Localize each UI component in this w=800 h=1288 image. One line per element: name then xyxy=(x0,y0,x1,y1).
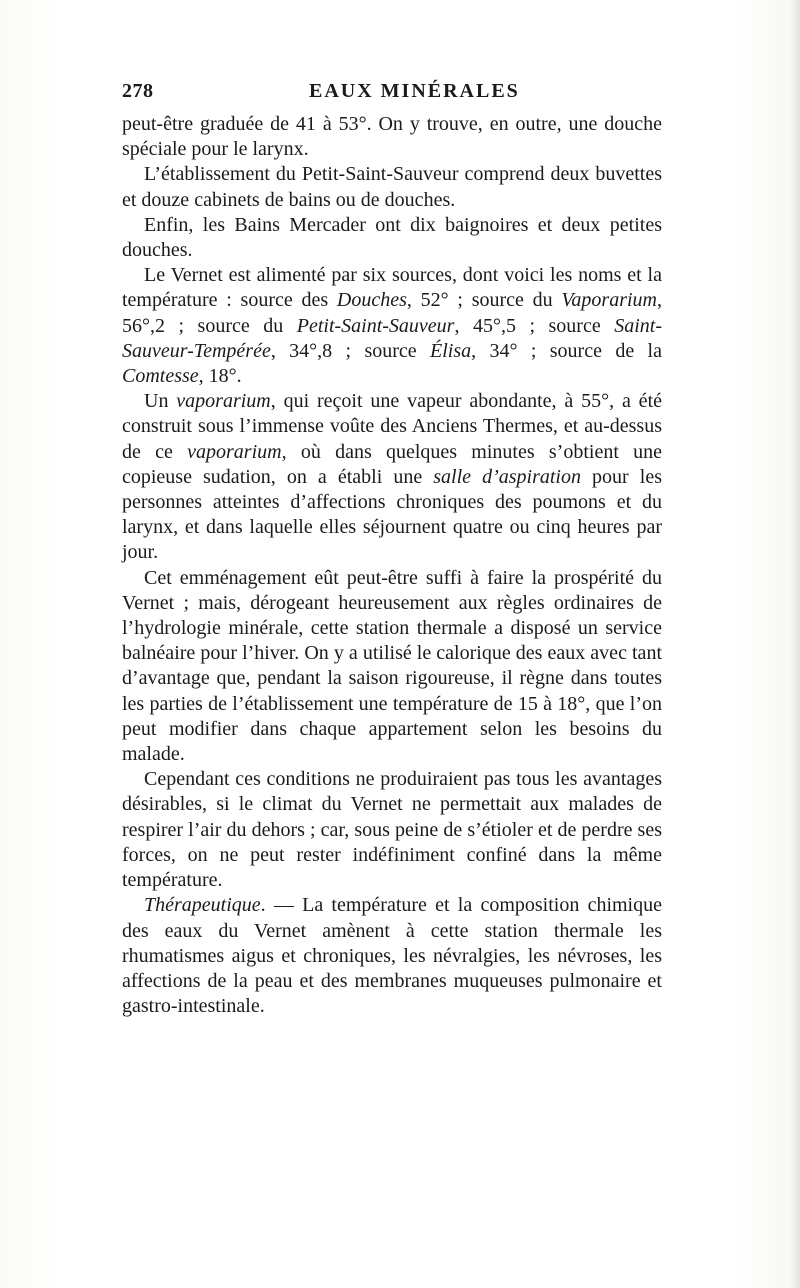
text-run: L’établissement du Petit-Saint-Sauveur comprend deux buvettes et douze cabinets de bains ou de douches. xyxy=(122,163,662,211)
paragraph-p3 xyxy=(122,213,662,263)
italic-term: Comtesse xyxy=(122,365,199,388)
page-spine-shadow xyxy=(790,0,800,1288)
paragraph-p6 xyxy=(122,566,662,768)
text-run: , 52° ; source du xyxy=(406,289,562,312)
page-header xyxy=(122,80,662,110)
text-run: , 34°,8 ; source xyxy=(270,339,431,362)
italic-term: Thérapeutique xyxy=(144,894,261,917)
text-run: , où dans quelques minutes s’obtient une copieuse sudation, on a établi une xyxy=(122,440,662,488)
italic-term: Douches xyxy=(336,289,407,312)
text-run: , qui reçoit une vapeur abondante, à 55°, a été construit sous l’immense voûte des Anciens Thermes, et au-dessus de ce xyxy=(122,390,662,463)
paragraph-p2 xyxy=(122,162,662,212)
text-run: peut-être graduée de 41 à 53°. On y trouve, en outre, une douche spéciale pour le larynx. xyxy=(122,113,662,161)
paragraph-p8 xyxy=(122,893,662,1019)
paragraph-p5 xyxy=(122,389,662,565)
paragraph-p4 xyxy=(122,263,662,389)
body-text xyxy=(122,112,662,1019)
italic-term: Élisa xyxy=(430,339,472,362)
text-run: Le Vernet est alimenté par six sources, dont voici les noms et la température : source des xyxy=(122,264,662,312)
text-run: Un xyxy=(144,390,177,413)
running-title: EAUX MINÉRALES xyxy=(309,80,520,102)
italic-term: Vaporarium xyxy=(561,289,657,312)
italic-term: vaporarium xyxy=(176,390,271,413)
text-run: , 45°,5 ; source xyxy=(454,314,615,337)
italic-term: Petit-Saint-Sauveur xyxy=(296,314,455,337)
italic-term: salle d’aspiration xyxy=(433,465,581,488)
paragraph-p7 xyxy=(122,767,662,893)
page-number: 278 xyxy=(122,80,154,102)
text-run: Cet emménagement eût peut-être suffi à faire la prospérité du Vernet ; mais, dérogeant heureusement aux règles ordinaires de l’hydrologie minérale, cette station thermale a disposé un service balnéaire pour l’hiver. On y a utilisé le calorique des eaux avec tant d’avantage que, pendant la saison rigoureuse, il règne dans toutes les parties de l’établissement une température de 15 à 18°, que l’on peut modifier dans chaque appartement selon les besoins du malade. xyxy=(122,566,662,766)
paragraph-p1 xyxy=(122,112,662,162)
text-run: , 18°. xyxy=(198,365,242,388)
text-run: , 34° ; source de la xyxy=(471,339,662,362)
italic-term: Saint-Sauveur-Tempérée xyxy=(122,314,662,362)
text-run: Cependant ces conditions ne produiraient pas tous les avantages désirables, si le climat du Vernet ne permettait aux malades de respirer l’air du dehors ; car, sous peine de s’étioler et de perdre ses forces, on ne peut rester indéfiniment confiné dans la même température. xyxy=(122,768,662,892)
text-run: pour les personnes atteintes d’affections chroniques des poumons et du larynx, et dans laquelle elles séjournent quatre ou cinq heures par jour. xyxy=(122,465,662,564)
text-run: , 56°,2 ; source du xyxy=(122,289,662,337)
text-run: . — La température et la composition chimique des eaux du Vernet amènent à cette station thermale les rhumatismes aigus et chroniques, les névralgies, les névroses, les affections de la peau et des membranes muqueuses pulmonaire et gastro-intestinale. xyxy=(122,894,662,1018)
text-run: Enfin, les Bains Mercader ont dix baignoires et deux petites douches. xyxy=(122,213,662,262)
italic-term: vaporarium xyxy=(187,440,282,463)
